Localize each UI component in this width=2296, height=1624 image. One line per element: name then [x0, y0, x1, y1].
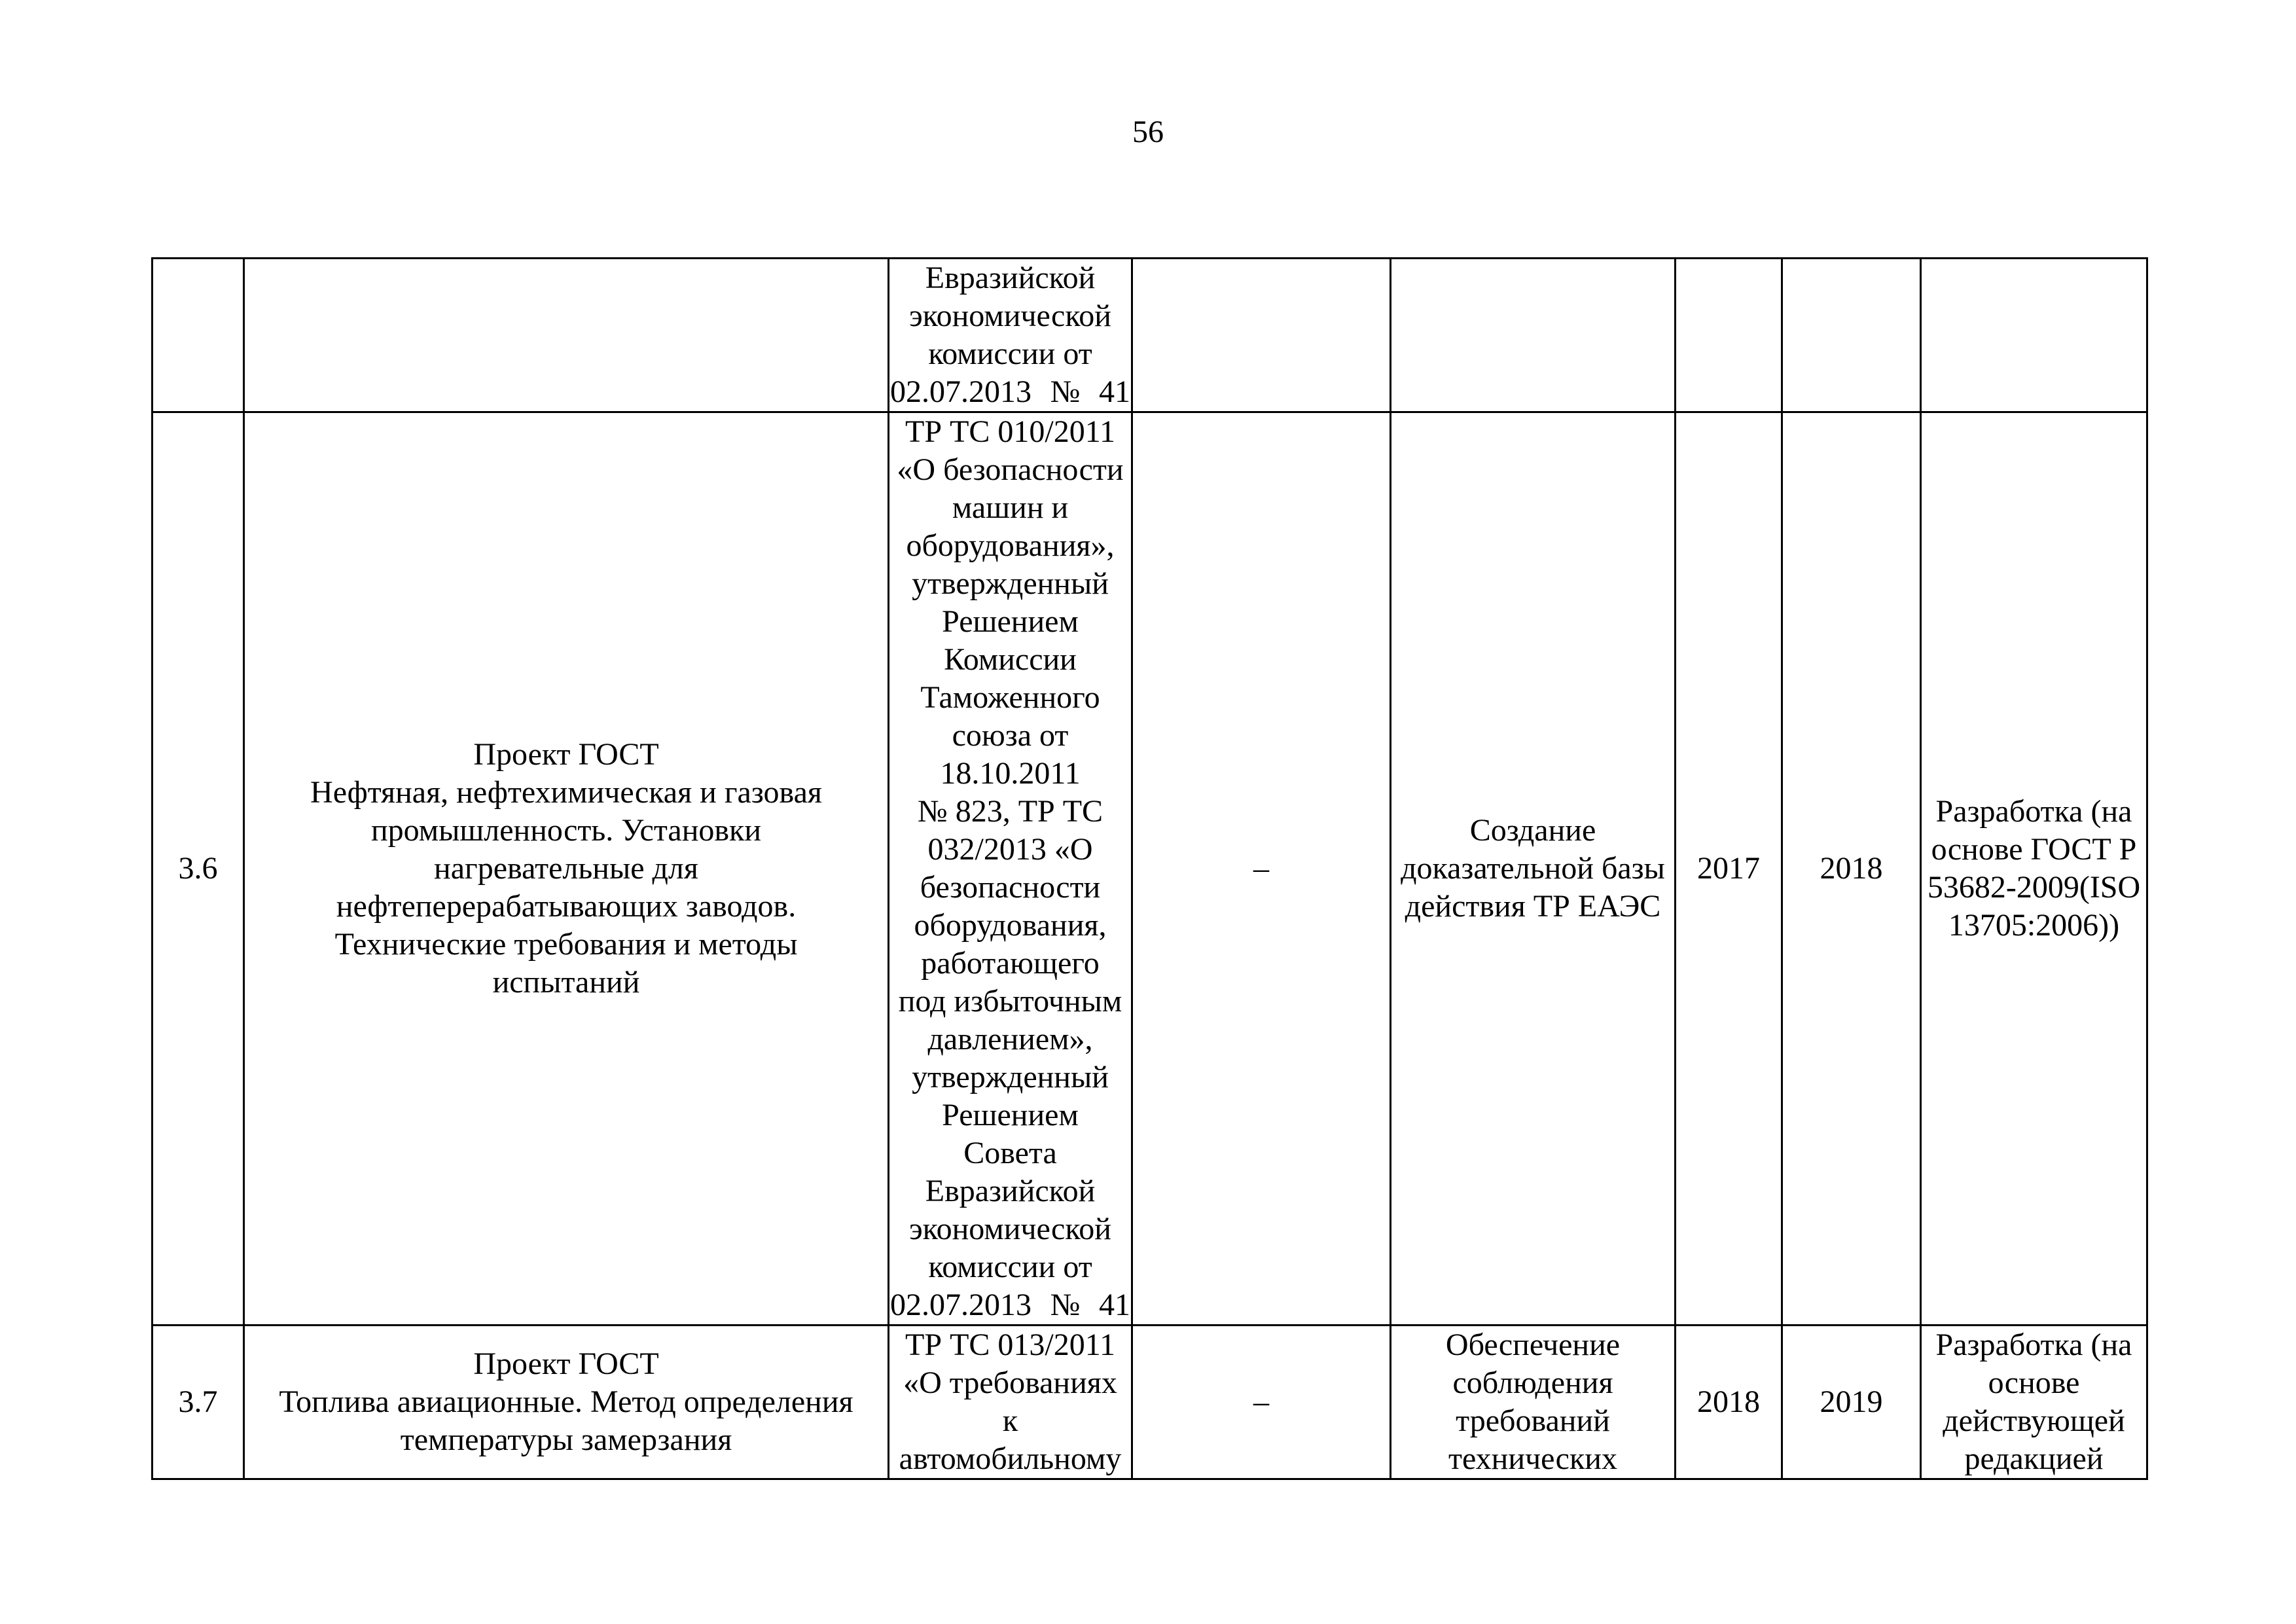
note-line: 13705:2006)) [1948, 908, 2120, 943]
regulation-text-line: оборудования, [914, 908, 1107, 943]
technical-regulation-cell [889, 259, 1132, 412]
regulation-text-line: Евразийской [925, 261, 1096, 295]
regulation-text-line: автомобильному [899, 1441, 1122, 1476]
regulation-text-line: ТР ТС 013/2011 [905, 1327, 1115, 1362]
standard-title-line: нагревательные для [434, 851, 698, 886]
dash-value: – [1253, 851, 1269, 886]
note-line: действующей [1943, 1403, 2125, 1438]
purpose-line: соблюдения [1452, 1365, 1613, 1400]
standards-table [151, 257, 2148, 1480]
regulation-text-line: безопасности [920, 870, 1101, 905]
purpose-line: Обеспечение [1445, 1327, 1621, 1362]
regulation-text-line: утвержденный [912, 566, 1109, 601]
item-number: 3.7 [178, 1384, 218, 1419]
regulation-text-line: Совета [963, 1136, 1057, 1170]
regulation-text-line: к [1002, 1403, 1018, 1438]
start-year-cell [1676, 1326, 1782, 1479]
item-number-cell [152, 259, 244, 412]
item-number: 3.6 [178, 851, 218, 886]
regulation-text-line: 032/2013 «О [927, 832, 1093, 867]
item-number-cell [152, 412, 244, 1326]
regulation-date-part: № [1050, 1288, 1081, 1322]
regulation-text-line: Решением [942, 1098, 1079, 1132]
note-cell [1921, 1326, 2147, 1479]
note-line: 53682-2009(ISO [1927, 870, 2141, 905]
item-number-cell [152, 1326, 244, 1479]
regulation-text-line: 18.10.2011 [940, 756, 1081, 791]
regulation-text-line: «О требованиях [903, 1365, 1117, 1400]
start-year: 2018 [1697, 1384, 1760, 1419]
purpose-line: доказательной базы [1401, 851, 1665, 886]
regulation-text-line: союза от [952, 718, 1069, 753]
purpose-line: технических [1448, 1441, 1617, 1476]
regulation-date-line [890, 373, 1130, 411]
regulation-text-line: комиссии от [928, 1250, 1092, 1284]
start-year-cell [1676, 259, 1782, 412]
purpose-cell [1391, 1326, 1676, 1479]
standard-title-cell [244, 412, 889, 1326]
end-year-cell [1782, 259, 1921, 412]
purpose-line: действия ТР ЕАЭС [1405, 889, 1661, 924]
regulation-text-line: № 823, ТР ТС [917, 794, 1103, 829]
dash-value: – [1253, 1384, 1269, 1419]
page-number: 56 [1132, 115, 1164, 149]
start-year-cell [1676, 412, 1782, 1326]
regulation-date-part: 41 [1098, 374, 1130, 409]
standard-title-line: Проект ГОСТ [473, 1346, 659, 1381]
note-line: Разработка (на [1935, 794, 2132, 829]
regulation-date-part: 02.07.2013 [890, 374, 1031, 409]
regulation-text-line: давлением», [927, 1022, 1093, 1056]
standard-title-line: температуры замерзания [400, 1422, 732, 1457]
regulation-date-part: 02.07.2013 [890, 1288, 1031, 1322]
standard-title-cell [244, 259, 889, 412]
purpose-line: Создание [1469, 813, 1596, 848]
regulation-date-part: 41 [1098, 1288, 1130, 1322]
standard-title-line: испытаний [492, 965, 640, 1000]
purpose-line: требований [1456, 1403, 1610, 1438]
dash-cell [1132, 259, 1391, 412]
standard-title-cell [244, 1326, 889, 1479]
standard-title-line: нефтеперерабатывающих заводов. [336, 889, 797, 924]
regulation-text-line: под избыточным [898, 984, 1122, 1019]
table-row [152, 412, 2147, 1326]
regulation-text-line: работающего [921, 946, 1100, 981]
standard-title-line: Проект ГОСТ [473, 737, 659, 772]
regulation-text-line: машин и [952, 490, 1069, 525]
standard-title-line: Топлива авиационные. Метод определения [279, 1384, 853, 1419]
table-row [152, 1326, 2147, 1479]
start-year: 2017 [1697, 851, 1760, 886]
end-year-cell [1782, 412, 1921, 1326]
purpose-cell [1391, 259, 1676, 412]
note-line: редакцией [1964, 1441, 2104, 1476]
note-cell [1921, 259, 2147, 412]
regulation-text-line: Таможенного [920, 680, 1100, 715]
note-cell [1921, 412, 2147, 1326]
regulation-text-line: Евразийской [925, 1174, 1096, 1208]
regulation-text-line: комиссии от [928, 336, 1092, 371]
regulation-text-line: Комиссии [944, 642, 1077, 677]
regulation-date-part: № [1050, 374, 1081, 409]
regulation-text-line: Решением [942, 604, 1079, 639]
standard-title-line: Нефтяная, нефтехимическая и газовая [310, 775, 822, 810]
end-year: 2019 [1820, 1384, 1883, 1419]
regulation-text-line: ТР ТС 010/2011 [905, 414, 1115, 449]
end-year: 2018 [1820, 851, 1883, 886]
regulation-text-line: экономической [909, 1212, 1111, 1246]
note-line: Разработка (на [1935, 1327, 2132, 1362]
technical-regulation-cell [889, 412, 1132, 1326]
technical-regulation-cell [889, 1326, 1132, 1479]
note-line: основе [1988, 1365, 2080, 1400]
regulation-text-line: утвержденный [912, 1060, 1109, 1094]
regulation-text-line: экономической [909, 298, 1111, 333]
regulation-text-line: «О безопасности [897, 452, 1124, 487]
note-line: основе ГОСТ Р [1931, 832, 2137, 867]
dash-cell [1132, 412, 1391, 1326]
purpose-cell [1391, 412, 1676, 1326]
regulation-date-line [890, 1286, 1130, 1324]
standard-title-line: промышленность. Установки [370, 813, 762, 848]
dash-cell [1132, 1326, 1391, 1479]
end-year-cell [1782, 1326, 1921, 1479]
table-row [152, 259, 2147, 412]
regulation-text-line: оборудования», [906, 528, 1115, 563]
standard-title-line: Технические требования и методы [334, 927, 798, 962]
